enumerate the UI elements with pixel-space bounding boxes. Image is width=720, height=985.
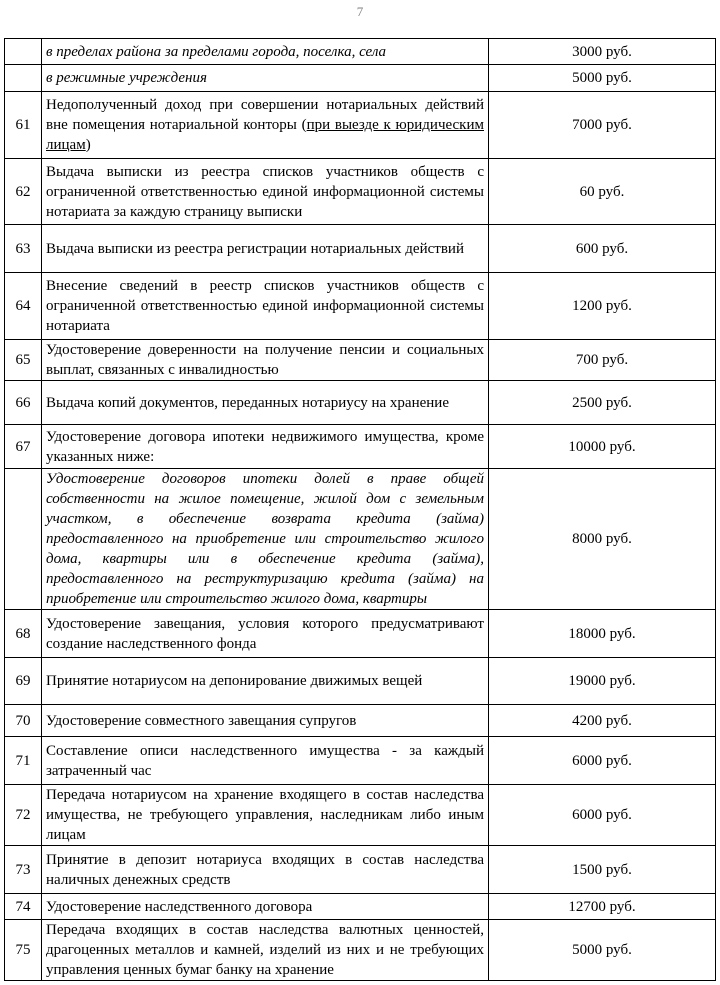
row-price: 6000 руб. xyxy=(489,737,716,785)
row-price: 1200 руб. xyxy=(489,273,716,340)
table-row xyxy=(5,273,716,340)
underlined-text: при выезде к юридическим лицам xyxy=(46,117,484,153)
table-row xyxy=(5,425,716,469)
row-description: Удостоверение совместного завещания супругов xyxy=(42,705,489,737)
row-price: 3000 руб. xyxy=(489,39,716,65)
row-number: 69 xyxy=(5,658,42,705)
fee-table xyxy=(4,38,716,981)
row-number: 61 xyxy=(5,92,42,159)
row-number: 66 xyxy=(5,381,42,425)
row-price: 8000 руб. xyxy=(489,469,716,610)
row-price: 5000 руб. xyxy=(489,65,716,92)
row-number: 73 xyxy=(5,846,42,894)
row-price: 4200 руб. xyxy=(489,705,716,737)
table-row xyxy=(5,705,716,737)
table-row xyxy=(5,737,716,785)
table-row xyxy=(5,610,716,658)
table-row xyxy=(5,658,716,705)
row-price: 60 руб. xyxy=(489,159,716,225)
row-description: Выдача копий документов, переданных нотариусу на хранение xyxy=(42,381,489,425)
row-description: Удостоверение договора ипотеки недвижимого имущества, кроме указанных ниже: xyxy=(42,425,489,469)
row-price: 7000 руб. xyxy=(489,92,716,159)
row-price: 2500 руб. xyxy=(489,381,716,425)
row-number xyxy=(5,39,42,65)
row-price: 6000 руб. xyxy=(489,785,716,846)
table-row xyxy=(5,894,716,920)
table-row xyxy=(5,340,716,381)
row-description: в пределах района за пределами города, поселка, села xyxy=(42,39,489,65)
table-row xyxy=(5,65,716,92)
row-number: 70 xyxy=(5,705,42,737)
row-number: 67 xyxy=(5,425,42,469)
table-row xyxy=(5,381,716,425)
row-price: 19000 руб. xyxy=(489,658,716,705)
row-description: в режимные учреждения xyxy=(42,65,489,92)
table-row xyxy=(5,846,716,894)
table-row xyxy=(5,159,716,225)
row-description: Удостоверение доверенности на получение пенсии и социальных выплат, связанных с инвалидностью xyxy=(42,340,489,381)
row-number: 75 xyxy=(5,920,42,981)
row-description: Удостоверение завещания, условия которого предусматривают создание наследственного фонда xyxy=(42,610,489,658)
page-number: 7 xyxy=(356,4,364,19)
row-description: Передача входящих в состав наследства валютных ценностей, драгоценных металлов и камней, изделий из них и не требующих управления ценных бумаг банку на хранение xyxy=(42,920,489,981)
table-row xyxy=(5,92,716,159)
row-description: Недополученный доход при совершении нотариальных действий вне помещения нотариальной конторы (при выезде к юридическим лицам) xyxy=(42,92,489,159)
row-price: 600 руб. xyxy=(489,225,716,273)
row-number: 63 xyxy=(5,225,42,273)
row-description: Принятие нотариусом на депонирование движимых вещей xyxy=(42,658,489,705)
table-row xyxy=(5,469,716,610)
row-price: 10000 руб. xyxy=(489,425,716,469)
row-description: Передача нотариусом на хранение входящего в состав наследства имущества, не требующего управления, наследникам либо иным лицам xyxy=(42,785,489,846)
row-description: Удостоверение наследственного договора xyxy=(42,894,489,920)
row-price: 5000 руб. xyxy=(489,920,716,981)
row-number: 72 xyxy=(5,785,42,846)
row-price: 12700 руб. xyxy=(489,894,716,920)
row-price: 700 руб. xyxy=(489,340,716,381)
row-description: Внесение сведений в реестр списков участников обществ с ограниченной ответственностью единой информационной системы нотариата xyxy=(42,273,489,340)
table-row xyxy=(5,39,716,65)
row-price: 18000 руб. xyxy=(489,610,716,658)
row-description: Выдача выписки из реестра списков участников обществ с ограниченной ответственностью единой информационной системы нотариата за каждую страницу выписки xyxy=(42,159,489,225)
row-number: 74 xyxy=(5,894,42,920)
row-number: 68 xyxy=(5,610,42,658)
table-row xyxy=(5,920,716,981)
row-description: Принятие в депозит нотариуса входящих в состав наследства наличных денежных средств xyxy=(42,846,489,894)
table-row xyxy=(5,225,716,273)
row-description: Выдача выписки из реестра регистрации нотариальных действий xyxy=(42,225,489,273)
row-number: 71 xyxy=(5,737,42,785)
row-number: 64 xyxy=(5,273,42,340)
row-number: 65 xyxy=(5,340,42,381)
row-number xyxy=(5,65,42,92)
row-description: Составление описи наследственного имущества - за каждый затраченный час xyxy=(42,737,489,785)
row-price: 1500 руб. xyxy=(489,846,716,894)
row-number: 62 xyxy=(5,159,42,225)
row-description: Удостоверение договоров ипотеки долей в праве общей собственности на жилое помещение, жилой дом с земельным участком, в обеспечение возврата кредита (займа) предоставленного на приобретение или строительство жилого дома, квартиры или в обеспечение кредита (займа), предоставленного на реструктуризацию кредита (займа) на приобретение или строительство жилого дома, квартиры xyxy=(42,469,489,610)
row-number xyxy=(5,469,42,610)
table-row xyxy=(5,785,716,846)
